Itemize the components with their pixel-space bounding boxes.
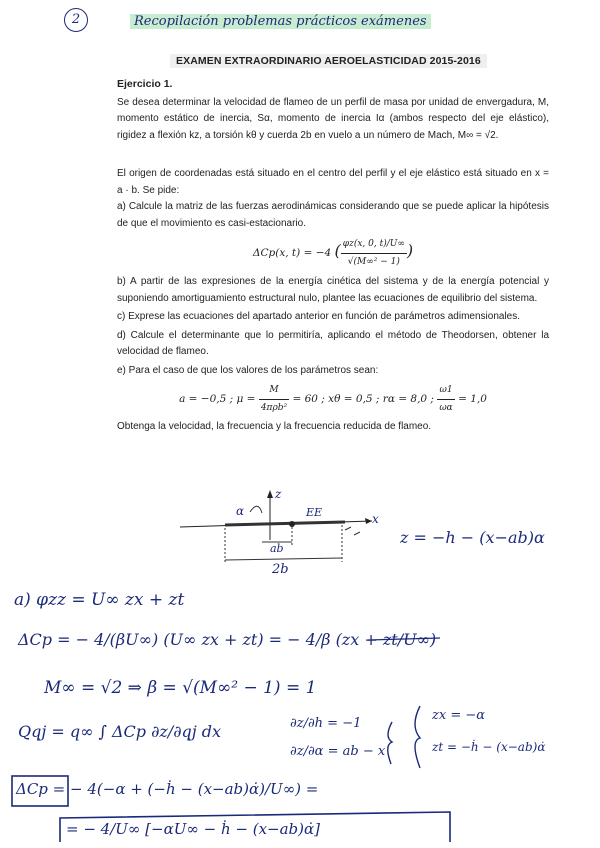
item-e: e) Para el caso de que los valores de los parámetros sean:	[117, 364, 379, 376]
solution-line-3: M∞ = √2 ⇒ β = √(M∞² − 1) = 1	[44, 678, 317, 698]
solution-line-1: a) φzz = U∞ zx + zt	[14, 590, 185, 610]
param-w-denominator: ωα	[439, 402, 453, 413]
item-d: d) Calcule el determinante que lo permitiría, aplicando el método de Theodorsen, obtener la velocidad de flameo.	[117, 329, 549, 357]
formula-a-denominator: √(M∞² − 1)	[347, 256, 400, 267]
page-number-badge: 2	[64, 8, 88, 32]
param-end: = 1,0	[458, 393, 487, 405]
closing-sentence: Obtenga la velocidad, la frecuencia y la frecuencia reducida de flameo.	[117, 421, 432, 432]
elastic-axis-label: EE	[306, 506, 323, 519]
formula-a-lhs: ΔCp(x, t) = −4	[252, 247, 332, 259]
formula-a-numerator: φz(x, 0, t)/U∞	[341, 236, 407, 254]
item-a: a) Calcule la matriz de las fuerzas aerodinámicas considerando que se puede aplicar la hipótesis de que el movimiento es casi-estacionario.	[117, 201, 549, 229]
alpha-label: α	[236, 504, 245, 518]
axis-x-label: x	[372, 512, 379, 526]
brace-far-right	[415, 706, 420, 768]
chord-dimension-line	[225, 558, 342, 560]
exam-title: EXAMEN EXTRAORDINARIO AEROELASTICIDAD 2015-2016	[170, 54, 487, 68]
trailing-marks	[345, 527, 360, 535]
formula-a: ΔCp(x, t) = −4 ( $\frac{\varphi z(x, 0, t)/U\infty}{\text{√(M∞² − 1)}}$ )	[117, 236, 549, 270]
brace-right	[388, 722, 392, 764]
elastic-axis-marker	[289, 521, 295, 527]
exercise-intro: Se desea determinar la velocidad de flameo de un perfil de masa por unidad de envergadura, M, momento estático de inercia, Sα, momento de inercia Iα (ambos respecto del eje elástico), rigidez a flexión kz, a torsión kθ y cuerda 2b en vuelo a un número de Mach, M∞ = √2.	[117, 96, 549, 141]
solution-line-6: = − 4/U∞ [−αU∞ − ḣ − (x−ab)α̇]	[66, 820, 320, 838]
solution-partial-h: ∂z/∂h = −1	[290, 716, 362, 731]
solution-line-5: ΔCp = − 4(−α + (−ḣ − (x−ab)α̇)/U∞) =	[16, 780, 319, 798]
exercise-title: Ejercicio 1.	[117, 78, 173, 90]
chord-label: 2b	[272, 562, 289, 577]
param-w-numerator: ω1	[437, 382, 454, 400]
solution-line-2: ΔCp = − 4/(βU∞) (U∞ zx + zt) = − 4/β (zx + zt/U∞)	[18, 630, 437, 649]
solution-zx: zx = −α	[432, 708, 486, 723]
airfoil-chord	[225, 522, 345, 525]
solution-line-4: Qqj = q∞ ∫ ΔCp ∂z/∂qj dx	[18, 722, 222, 741]
x-axis-arrow	[365, 518, 372, 524]
exercise-origin: El origen de coordenadas está situado en el centro del perfil y el eje elástico está situado en x = a · b. Se pide:	[117, 168, 549, 196]
param-rest: = 60 ; xθ = 0,5 ; rα = 8,0 ;	[292, 393, 434, 405]
ab-label: ab	[270, 542, 284, 555]
item-c: c) Exprese las ecuaciones del apartado anterior en función de parámetros adimensionales.	[117, 311, 521, 322]
param-mu-denominator: 4πρb²	[260, 402, 288, 413]
param-mu-numerator: M	[259, 382, 289, 400]
alpha-arc	[250, 506, 262, 513]
solution-zt: zt = −ḣ − (x−ab)α̇	[432, 740, 546, 754]
handwritten-title: Recopilación problemas prácticos exámenes	[130, 14, 431, 29]
z-axis-arrow	[267, 490, 273, 498]
axis-z-label: z	[275, 487, 282, 501]
solution-partial-alpha: ∂z/∂α = ab − x	[290, 744, 386, 759]
param-a: a = −0,5 ; μ =	[179, 393, 256, 405]
displacement-equation: z = −h − (x−ab)α	[400, 528, 545, 547]
item-b: b) A partir de las expresiones de la energía cinética del sistema y de la energía potencial y suponiendo amortiguamiento estructural nulo, plantee las ecuaciones de equilibrio del sistema.	[117, 276, 549, 304]
